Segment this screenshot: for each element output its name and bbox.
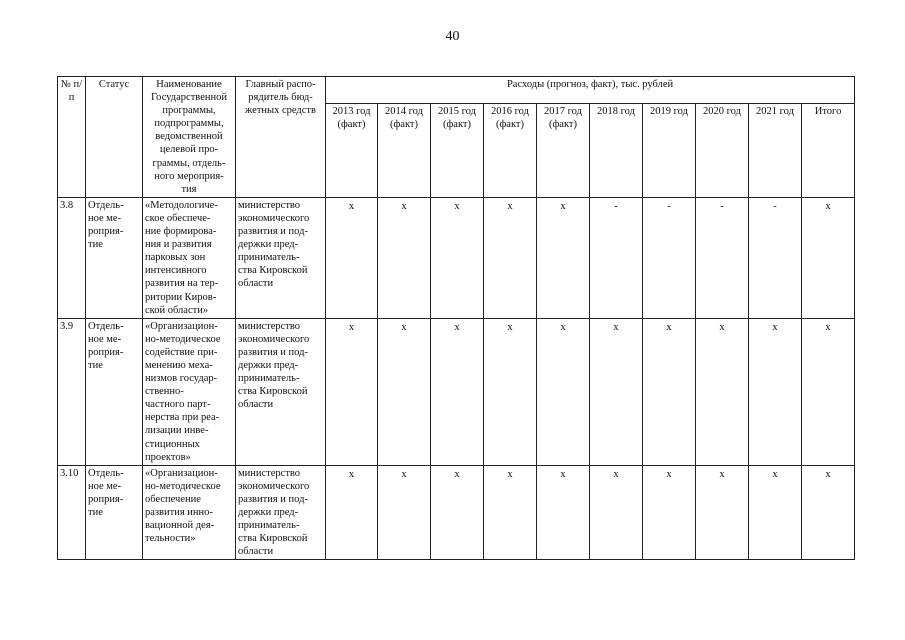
text-line: ное ме-: [88, 212, 122, 224]
text-line: ного мероприя-: [154, 170, 224, 182]
row-value: х: [537, 197, 590, 318]
header-year-6: [643, 103, 696, 197]
text-line: ства Кировской: [238, 265, 308, 277]
year-note: (факт): [389, 118, 418, 130]
row-value: х: [590, 318, 643, 465]
row-value: х: [696, 318, 749, 465]
row-manager: [236, 197, 326, 318]
header-row-1: [58, 77, 855, 104]
year-label: 2017 год: [544, 105, 582, 117]
text-line: вационной дея-: [145, 520, 215, 532]
year-label: 2015 год: [438, 105, 476, 117]
text-line: тия: [181, 183, 197, 195]
year-label: 2016 год: [491, 105, 529, 117]
row-number: 3.9: [58, 318, 86, 465]
row-value: х: [484, 197, 537, 318]
year-note: (факт): [548, 118, 577, 130]
row-value: х: [749, 465, 802, 560]
row-value: х: [802, 465, 855, 560]
text-line: тельности»: [145, 533, 196, 545]
row-value: х: [431, 197, 484, 318]
text-line: держки пред-: [238, 507, 299, 518]
text-line: министерство: [238, 320, 301, 332]
row-value: х: [326, 197, 378, 318]
text-line: ственно-: [145, 386, 184, 398]
text-line: рядитель бюд-: [248, 92, 313, 104]
header-year-8: [749, 103, 802, 197]
text-line: Государственной: [151, 92, 227, 104]
year-note: (факт): [442, 118, 471, 130]
text-line: но-методическое: [145, 333, 221, 345]
year-label: 2021 год: [756, 105, 794, 117]
text-line: Главный распо-: [245, 79, 316, 90]
text-line: области: [238, 278, 274, 290]
row-value: х: [378, 318, 431, 465]
text-line: ства Кировской: [238, 533, 308, 545]
text-line: области: [238, 399, 274, 411]
row-status: [86, 465, 143, 560]
row-value: х: [696, 465, 749, 560]
text-line: нерства при реа-: [145, 412, 220, 424]
row-status: [86, 318, 143, 465]
row-value: -: [590, 197, 643, 318]
text-line: министерство: [238, 199, 301, 211]
row-value: х: [484, 465, 537, 560]
text-line: роприя-: [88, 346, 124, 358]
table-row: [58, 465, 855, 560]
expenses-table: [57, 76, 855, 560]
header-year-3: [484, 103, 537, 197]
year-label: 2013 год: [332, 105, 371, 117]
text-line: «Методологиче-: [145, 199, 218, 211]
text-line: ное ме-: [88, 333, 122, 345]
text-line: целевой про-: [159, 144, 219, 156]
header-status: Статус: [86, 77, 143, 198]
row-value: х: [537, 465, 590, 560]
text-line: частного парт-: [145, 399, 211, 411]
text-line: ния и развития: [145, 239, 212, 251]
row-value: -: [696, 197, 749, 318]
row-value: х: [431, 465, 484, 560]
text-line: содействие при-: [145, 346, 218, 358]
text-line: экономического: [238, 480, 310, 492]
header-year-4: [537, 103, 590, 197]
header-year-2: [431, 103, 484, 197]
row-name: [143, 465, 236, 560]
row-value: х: [484, 318, 537, 465]
row-value: х: [326, 318, 378, 465]
text-line: ства Кировской: [238, 386, 308, 398]
text-line: министерство: [238, 467, 301, 479]
text-line: Отдель-: [88, 320, 124, 332]
row-value: х: [643, 318, 696, 465]
table-row: [58, 318, 855, 465]
header-year-5: [590, 103, 643, 197]
text-line: стиционных: [145, 438, 200, 450]
header-num: № п/п: [58, 77, 86, 198]
row-value: х: [378, 197, 431, 318]
row-value: х: [749, 318, 802, 465]
row-status: [86, 197, 143, 318]
row-number: 3.10: [58, 465, 86, 560]
year-label: 2018 год: [597, 105, 635, 117]
text-line: Наименование: [156, 79, 222, 90]
text-line: проектов»: [145, 451, 191, 463]
year-label: 2019 год: [650, 105, 688, 117]
header-manager: [236, 77, 326, 198]
text-line: тие: [88, 359, 103, 371]
text-line: экономического: [238, 333, 310, 345]
text-line: тие: [88, 239, 103, 251]
text-line: Отдель-: [88, 199, 124, 211]
header-name: [143, 77, 236, 198]
text-line: приниматель-: [238, 252, 300, 264]
row-value: х: [802, 318, 855, 465]
table-row: [58, 197, 855, 318]
row-number: 3.8: [58, 197, 86, 318]
text-line: «Организацион-: [145, 320, 218, 332]
text-line: роприя-: [88, 493, 124, 505]
row-value: х: [643, 465, 696, 560]
text-line: жетных средств: [245, 105, 316, 117]
header-year-0: [326, 103, 378, 197]
text-line: приниматель-: [238, 520, 300, 532]
year-label: Итого: [814, 105, 842, 117]
text-line: ведомственной: [155, 131, 223, 143]
row-value: х: [537, 318, 590, 465]
header-year-7: [696, 103, 749, 197]
text-line: интенсивного: [145, 265, 207, 277]
text-line: обеспечение: [145, 493, 201, 505]
text-line: тие: [88, 507, 103, 518]
row-manager: [236, 465, 326, 560]
row-name: [143, 318, 236, 465]
text-line: развития и под-: [238, 226, 308, 238]
text-line: ской области»: [145, 304, 209, 316]
text-line: граммы, отдель-: [152, 157, 226, 169]
text-line: области: [238, 546, 274, 558]
row-value: х: [326, 465, 378, 560]
header-year-9: [802, 103, 855, 197]
text-line: программы,: [162, 105, 216, 117]
header-expenses: Расходы (прогноз, факт), тыс. рублей: [326, 77, 855, 104]
row-manager: [236, 318, 326, 465]
text-line: но-методическое: [145, 480, 221, 492]
text-line: развития на тер-: [145, 278, 219, 290]
row-value: х: [431, 318, 484, 465]
page-number: 40: [445, 29, 460, 44]
year-note: (факт): [495, 118, 524, 130]
text-line: лизации инве-: [145, 425, 209, 437]
header-year-1: [378, 103, 431, 197]
text-line: ское обеспече-: [145, 212, 211, 224]
row-value: -: [749, 197, 802, 318]
text-line: подпрограммы,: [154, 118, 224, 130]
text-line: развития инно-: [145, 507, 213, 518]
row-name: [143, 197, 236, 318]
text-line: ное ме-: [88, 480, 122, 492]
text-line: экономического: [238, 212, 310, 224]
year-note: (факт): [337, 118, 366, 130]
text-line: держки пред-: [238, 239, 299, 251]
text-line: низмов государ-: [145, 373, 218, 385]
row-value: -: [643, 197, 696, 318]
row-value: х: [802, 197, 855, 318]
year-label: 2014 год: [385, 105, 423, 117]
text-line: Отдель-: [88, 467, 124, 479]
text-line: ритории Киров-: [145, 291, 217, 303]
text-line: приниматель-: [238, 373, 300, 385]
year-label: 2020 год: [703, 105, 741, 117]
text-line: держки пред-: [238, 359, 299, 371]
text-line: развития и под-: [238, 493, 308, 505]
text-line: менению меха-: [145, 359, 213, 371]
row-value: х: [378, 465, 431, 560]
table-body: [58, 77, 855, 560]
text-line: парковых зон: [145, 252, 206, 264]
row-value: х: [590, 465, 643, 560]
text-line: роприя-: [88, 226, 124, 238]
text-line: «Организацион-: [145, 467, 218, 479]
text-line: развития и под-: [238, 346, 308, 358]
text-line: ние формирова-: [145, 226, 217, 238]
